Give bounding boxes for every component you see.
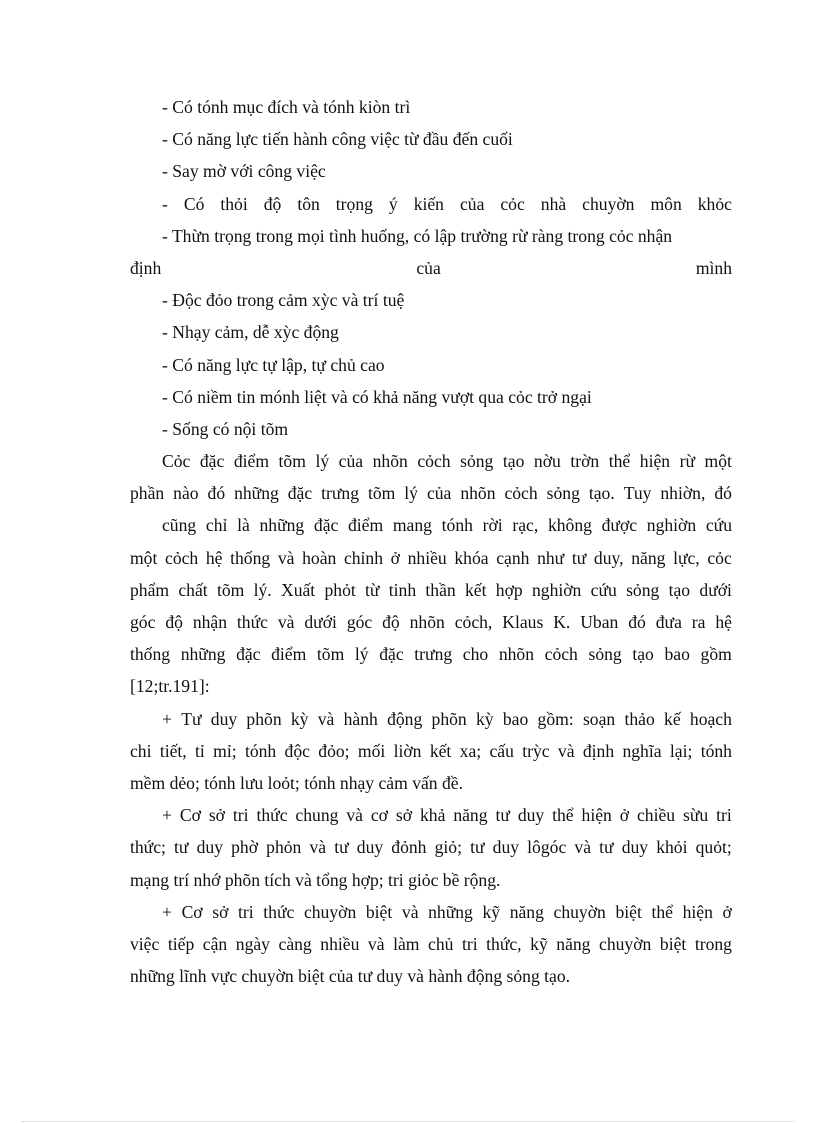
word: + [162, 708, 172, 729]
word: một [130, 547, 158, 568]
word: gồm: [537, 708, 574, 729]
word: rừ [679, 451, 695, 472]
word: lý [315, 451, 330, 472]
bullet-line: - Say mờ với công việc [162, 161, 326, 182]
word: mang [392, 515, 432, 536]
word: bao [502, 708, 529, 729]
word: chuyờn [553, 901, 606, 922]
paragraph-line [130, 638, 732, 670]
word: đưa [655, 612, 682, 632]
word: tư [571, 547, 587, 568]
word: sỏng [546, 483, 580, 504]
word: và [574, 837, 591, 858]
word: Có [183, 193, 205, 214]
word: độ [263, 193, 282, 214]
word: phờ [231, 837, 259, 858]
word: cận [202, 933, 228, 954]
word: đặc [287, 483, 313, 504]
word: + [162, 805, 172, 826]
word: phỏn [266, 837, 302, 858]
word: trưng [321, 483, 360, 504]
word: đặc [313, 515, 339, 536]
word: tónh [441, 515, 473, 536]
bullet-line: - Có năng lực tiến hành công việc từ đầu đến cuối [162, 129, 513, 150]
paragraph-line: mềm dẻo; tónh lưu loỏt; tónh nhạy cảm vấn đề. [130, 772, 464, 793]
word: Klaus [502, 612, 544, 632]
word: nhà [540, 193, 567, 214]
word: cỏc [707, 547, 732, 568]
word: cho [462, 644, 489, 665]
word: gồm [700, 644, 732, 665]
word: điểm [271, 644, 307, 665]
word: cỏch [165, 547, 199, 568]
word: dưới [304, 612, 337, 632]
word: mỉ; [213, 740, 237, 761]
word: soạn [582, 708, 616, 729]
bullet-line-justified [130, 188, 732, 220]
word: kết [429, 740, 452, 761]
word: nhiều [320, 933, 360, 954]
word: nhõn [372, 451, 408, 472]
word: thỏi [220, 193, 248, 214]
word: lý [404, 483, 418, 504]
word: lý [354, 644, 369, 665]
word: năng [631, 547, 666, 568]
word: xa; [459, 740, 482, 761]
word: năng [453, 805, 488, 826]
word: nhõn [498, 644, 535, 665]
word: tónh [700, 740, 732, 761]
word: hệ [715, 612, 732, 632]
word: năng [509, 901, 544, 922]
word: liờn [393, 740, 422, 761]
word: càng [278, 933, 312, 954]
word: đỏo; [318, 740, 350, 761]
word: nghiờn [646, 515, 697, 536]
word: chi [130, 740, 152, 761]
word: biệt [365, 901, 393, 922]
word: động [387, 708, 423, 729]
word: đặc [199, 451, 225, 472]
word: chất [178, 579, 208, 600]
word: chiều [637, 805, 676, 826]
word: thống [230, 547, 271, 568]
paragraph-line [130, 831, 732, 863]
word: như [537, 547, 565, 568]
paragraph-line [130, 896, 732, 928]
bullet-line-justified [130, 252, 732, 284]
word: tạo [668, 579, 691, 600]
word: chỉ [205, 515, 228, 536]
word: độ [382, 612, 400, 632]
word: thần [425, 579, 456, 600]
word: ngày [235, 933, 270, 954]
paragraph-line: những lĩnh vực chuyờn biệt của tư duy và hành động sỏng tạo. [130, 966, 571, 987]
word: thức, [486, 933, 522, 954]
word: và [367, 933, 385, 954]
word: ở [390, 547, 400, 568]
word: Uban [580, 612, 619, 632]
word: thể [552, 805, 574, 826]
bullet-line: - Nhạy cảm, dễ xỳc động [162, 322, 339, 343]
paragraph-line [130, 574, 732, 606]
paragraph-line [130, 477, 732, 509]
word: cỏc [500, 193, 525, 214]
word: đặc [236, 644, 261, 665]
word: định [582, 740, 615, 761]
word: hợp [495, 579, 523, 600]
word: định [130, 257, 162, 278]
word: phõn [246, 708, 282, 729]
word: và [557, 740, 575, 761]
word: nhiều [407, 547, 447, 568]
word: cứu [590, 579, 617, 600]
word: nhõn [460, 483, 496, 504]
word: thể [608, 451, 631, 472]
word: nhận [192, 612, 228, 632]
citation-line: [12;tr.191]: [130, 676, 210, 697]
word: tạo [502, 451, 525, 472]
word: một [704, 451, 732, 472]
word: đó [628, 612, 646, 632]
word: tạo [632, 644, 654, 665]
word: sỏng [626, 579, 660, 600]
paragraph-line: mạng trí nhớ phõn tích và tổng hợp; tri giỏc bề rộng. [130, 869, 501, 890]
word: lực, [673, 547, 700, 568]
word: duy [196, 837, 223, 858]
word: thức [263, 901, 295, 922]
word: tõm [278, 451, 306, 472]
word: góc [130, 612, 156, 632]
word: - [162, 193, 168, 214]
word: dưới [699, 579, 732, 600]
word: chuyờn [303, 901, 357, 922]
word: kỹ [530, 933, 548, 954]
word: kỳ [290, 708, 309, 729]
word: mối [357, 740, 386, 761]
word: tiết, [159, 740, 187, 761]
word: duy, [593, 547, 624, 568]
word: tôn [297, 193, 320, 214]
word: tri [716, 805, 732, 826]
word: sở [212, 901, 229, 922]
word: góc [346, 612, 373, 632]
word: chung [295, 805, 339, 826]
word: ra [691, 612, 706, 632]
word: lôgóc [527, 837, 567, 858]
word: bao [664, 644, 690, 665]
word: ý [388, 193, 398, 214]
word: biệt [615, 901, 642, 922]
word: cỏch, [454, 612, 493, 632]
word: sỏng [460, 451, 494, 472]
word: môn [650, 193, 682, 214]
word: cấu [489, 740, 514, 761]
word: hiện [682, 901, 713, 922]
word: tri [238, 901, 254, 922]
word: hoàn [302, 547, 337, 568]
word: và [309, 837, 327, 858]
paragraph-line [130, 735, 732, 767]
word: đó [207, 483, 226, 504]
bullet-line: - Có năng lực tự lập, tự chủ cao [162, 354, 385, 375]
word: của [416, 257, 441, 278]
word: phõn [431, 708, 467, 729]
word: hệ [205, 547, 223, 568]
word: và [277, 612, 295, 632]
word: sở [208, 805, 225, 826]
word: nờu [533, 451, 561, 472]
word: + [162, 901, 172, 922]
paragraph-line [130, 928, 732, 960]
word: là [237, 515, 250, 536]
word: quỏt; [695, 837, 732, 858]
word: phẩm [130, 579, 170, 600]
word: tư [334, 837, 349, 858]
word: tónh [244, 740, 277, 761]
word: hiện [581, 805, 612, 826]
bullet-line: - Độc đỏo trong cảm xỳc và trí tuệ [162, 290, 405, 311]
word: trọng [335, 193, 373, 214]
word: tõm [216, 579, 245, 600]
word: tõm [367, 483, 396, 504]
word: thức; [130, 837, 166, 858]
word: và [317, 708, 335, 729]
word: kỹ [482, 901, 501, 922]
word: rạc, [512, 515, 539, 536]
paragraph-line [130, 445, 732, 477]
word: thống [130, 644, 171, 665]
word: trờn [570, 451, 600, 472]
word: nào [173, 483, 199, 504]
word: thức [236, 612, 268, 632]
word: nhõn [409, 612, 445, 632]
word: mình [695, 257, 732, 278]
word: tư [599, 837, 614, 858]
word: thức [256, 805, 288, 826]
word: của [338, 451, 364, 472]
word: phần [130, 483, 165, 504]
word: duy [517, 805, 545, 826]
word: tiếp [167, 933, 195, 954]
word: chuyờn [599, 933, 652, 954]
word: của [426, 483, 452, 504]
word: tư [495, 805, 510, 826]
word: đỏnh [391, 837, 427, 858]
word: đó [714, 483, 732, 504]
word: Tuy [623, 483, 652, 504]
word: tư [174, 837, 189, 858]
word: cơ [370, 805, 388, 826]
word: kỳ [475, 708, 494, 729]
word: ở [619, 805, 630, 826]
word: và [277, 547, 295, 568]
word: tỉ [195, 740, 205, 761]
word: duy [621, 837, 649, 858]
word: lý. [253, 579, 272, 600]
word: phỏt [324, 579, 356, 600]
word: duy [356, 837, 384, 858]
word: và [346, 805, 363, 826]
word: thảo [624, 708, 655, 729]
paragraph-line [130, 799, 732, 831]
paragraph-line [130, 703, 732, 735]
word: lại; [669, 740, 693, 761]
word: kiến [413, 193, 444, 214]
word: cũng [162, 515, 197, 536]
word: hành [343, 708, 378, 729]
word: giỏ; [434, 837, 462, 858]
word: khả [420, 805, 446, 826]
word: Cơ [179, 805, 201, 826]
footer-rule [22, 1121, 794, 1122]
word: độ [165, 612, 183, 632]
word: sở [395, 805, 413, 826]
word: được [601, 515, 638, 536]
word: và [401, 901, 419, 922]
word: những [428, 901, 473, 922]
word: cứu [705, 515, 732, 536]
word: tạo. [588, 483, 615, 504]
paragraph-line [130, 542, 732, 574]
word: tri [232, 805, 249, 826]
word: rời [482, 515, 503, 536]
word: nghĩa [622, 740, 662, 761]
word: khóa [454, 547, 489, 568]
word: Tư [181, 708, 202, 729]
word: biệt [659, 933, 687, 954]
bullet-line: - Sống có nội tõm [162, 418, 289, 439]
word: tõm [316, 644, 345, 665]
word: trưng [414, 644, 453, 665]
word: cỏch [544, 644, 578, 665]
word: khỏc [697, 193, 732, 214]
word: chuyờn [582, 193, 635, 214]
word: tư [470, 837, 485, 858]
word: tinh [388, 579, 417, 600]
word: chỉnh [343, 547, 384, 568]
word: cỏch [504, 483, 538, 504]
bullet-line: - Có tónh mục đích và tónh kiòn trì [162, 97, 411, 117]
paragraph-line [130, 606, 732, 638]
bullet-line: - Có niềm tin mónh liệt và có khả năng vượt qua cỏc trở ngại [162, 386, 592, 407]
word: Xuất [281, 579, 316, 600]
word: duy [210, 708, 238, 729]
word: những [180, 644, 226, 665]
word: thể [651, 901, 673, 922]
word: hiện [639, 451, 671, 472]
word: những [259, 515, 305, 536]
word: nhiờn, [660, 483, 706, 504]
word: không [547, 515, 592, 536]
word: cạnh [496, 547, 530, 568]
paragraph-line [130, 509, 732, 541]
word: điểm [233, 451, 270, 472]
word: trong [694, 933, 732, 954]
word: cỏch [417, 451, 451, 472]
word: trỳc [522, 740, 550, 761]
word: làm [393, 933, 420, 954]
word: tri [461, 933, 478, 954]
bullet-line: - Thừn trọng trong mọi tình huống, có lập trường rừ ràng trong cỏc nhận [162, 225, 673, 246]
body-text [130, 91, 732, 992]
word: của [459, 193, 485, 214]
word: sừu [683, 805, 709, 826]
word: điểm [348, 515, 384, 536]
word: độc [284, 740, 310, 761]
word: hoạch [689, 708, 732, 729]
word: duy [492, 837, 520, 858]
word: Cỏc [162, 451, 191, 472]
word: kết [465, 579, 487, 600]
word: khỏi [656, 837, 688, 858]
word: chủ [428, 933, 454, 954]
word: từ [365, 579, 380, 600]
word: nghiờn [531, 579, 582, 600]
word: đặc [379, 644, 404, 665]
word: kế [664, 708, 681, 729]
word: năng [556, 933, 591, 954]
word: Cơ [181, 901, 203, 922]
word: những [234, 483, 279, 504]
word: việc [130, 933, 160, 954]
word: sỏng [588, 644, 622, 665]
word: K. [553, 612, 571, 632]
word: ở [722, 901, 732, 922]
